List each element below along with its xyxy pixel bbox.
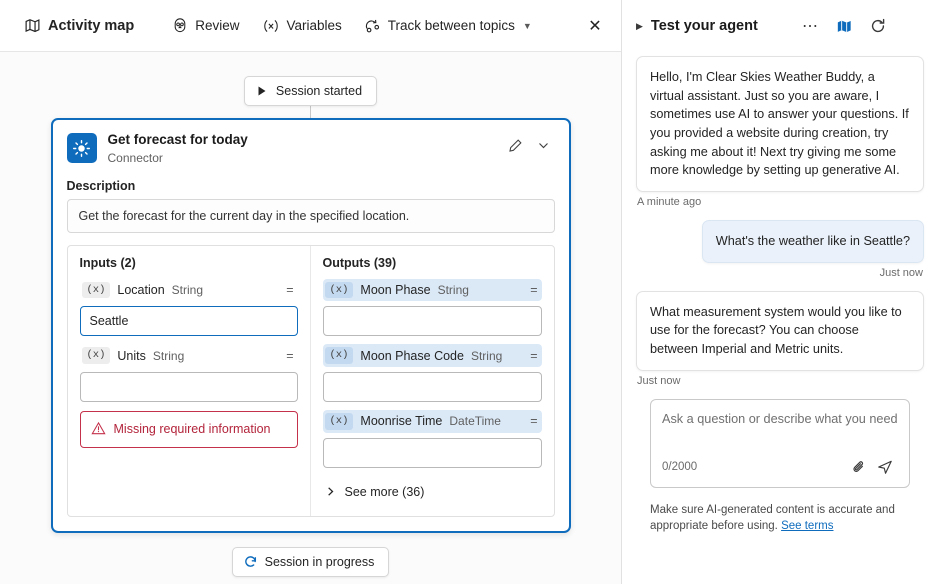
toolbar-item-track-between-topics[interactable]	[354, 11, 542, 40]
refresh-button[interactable]	[864, 12, 892, 40]
chevron-right-icon	[325, 486, 336, 497]
input-equals-units: =	[286, 348, 294, 363]
owl-icon	[172, 18, 188, 34]
input-type-units: String	[152, 348, 185, 363]
description-label: Description	[66, 178, 136, 193]
input-value-units[interactable]	[80, 372, 298, 402]
input-value-location[interactable]	[80, 306, 298, 336]
session-started-label: Session started	[275, 84, 363, 98]
missing-info-error	[80, 411, 298, 448]
output-field-moon-phase-code	[323, 344, 542, 402]
chat-composer[interactable]	[650, 399, 910, 488]
output-name-moon-phase: Moon Phase	[360, 283, 431, 298]
output-equals-moonrise-time: =	[530, 414, 538, 429]
chat-transcript	[622, 52, 938, 584]
more-options-button[interactable]: ⋯	[802, 18, 818, 35]
chat-message-bot-1	[636, 56, 924, 192]
node-header	[53, 120, 569, 173]
panel-chevron-icon[interactable]	[898, 12, 926, 40]
spinner-icon	[244, 555, 257, 568]
bot-bubble-1: Hello, I'm Clear Skies Weather Buddy, a virtual assistant. Just so you are aware, I sometimes use AI to answer your questions. If you provided a website during creation, try asking me about it! Next try giving me some more knowledge by setting up generative AI.	[636, 56, 924, 192]
send-icon[interactable]	[872, 454, 898, 480]
missing-info-error-text: Missing required information	[113, 422, 271, 437]
output-type-moon-phase: String	[437, 283, 469, 298]
test-agent-title: Test your agent	[650, 18, 758, 34]
timestamp-bot-1: A minute ago	[637, 196, 702, 209]
user-bubble-1: What's the weather like in Seattle?	[702, 220, 924, 263]
map-toggle-button[interactable]	[830, 12, 858, 40]
chat-message-user-1	[636, 220, 924, 263]
toolbar-item-review[interactable]	[162, 12, 249, 40]
session-in-progress-pill[interactable]	[232, 547, 390, 577]
connector-line-top	[310, 106, 311, 118]
track-icon	[364, 17, 381, 34]
ai-disclaimer	[636, 488, 924, 535]
input-name-units: Units	[117, 348, 146, 363]
node-subtitle: Connector	[107, 150, 163, 165]
node-actions	[503, 132, 557, 158]
toolbar-item-review-label: Review	[195, 18, 240, 33]
weather-sun-icon	[67, 133, 97, 163]
output-equals-moon-phase-code: =	[530, 348, 538, 363]
toolbar-item-track-between-topics-label: Track between topics	[387, 18, 515, 33]
timestamp-bot-2: Just now	[637, 374, 681, 387]
output-row-moonrise-time[interactable]	[323, 410, 542, 433]
test-agent-header	[622, 0, 938, 52]
variable-icon: (x)	[82, 282, 111, 299]
toolbar-item-variables[interactable]	[252, 12, 352, 40]
input-field-location	[80, 279, 298, 337]
activity-map-title	[14, 11, 144, 40]
chevron-down-icon: ▼	[522, 20, 532, 31]
activity-map-canvas[interactable]	[0, 52, 621, 584]
warning-icon	[91, 421, 106, 436]
input-field-units	[80, 344, 298, 402]
output-row-moon-phase[interactable]	[323, 279, 542, 302]
ai-disclaimer-text: Make sure AI-generated content is accurate and appropriate before using.	[650, 503, 895, 533]
output-type-moonrise-time: DateTime	[449, 414, 501, 429]
play-icon	[256, 85, 268, 97]
variable-icon: (x)	[325, 347, 354, 364]
output-name-moon-phase-code: Moon Phase Code	[360, 348, 464, 363]
input-row-location[interactable]	[80, 279, 298, 302]
activity-map-toolbar	[0, 0, 621, 52]
node-title-block	[108, 132, 492, 165]
map-icon	[24, 17, 41, 34]
output-name-moonrise-time: Moonrise Time	[360, 414, 443, 429]
output-row-moon-phase-code[interactable]	[323, 344, 542, 367]
output-value-moonrise-time[interactable]	[323, 438, 542, 468]
input-equals-location: =	[286, 283, 294, 298]
see-more-label: See more (36)	[344, 484, 425, 499]
output-value-moon-phase[interactable]	[323, 306, 542, 336]
inputs-header: Inputs (2)	[79, 255, 136, 270]
test-agent-pane	[622, 0, 938, 584]
session-started-pill[interactable]	[244, 76, 377, 106]
see-terms-link[interactable]: See terms	[781, 520, 834, 533]
inputs-column	[68, 246, 311, 516]
io-grid	[67, 245, 555, 517]
node-title: Get forecast for today	[107, 132, 248, 147]
session-in-progress-row	[0, 547, 621, 577]
variables-icon	[262, 18, 280, 34]
connector-node[interactable]	[51, 118, 571, 533]
variable-icon: (x)	[82, 347, 111, 364]
close-button[interactable]: ✕	[588, 17, 602, 35]
see-more-button[interactable]	[323, 482, 542, 502]
timestamp-user-1: Just now	[879, 266, 923, 279]
node-wrapper	[0, 118, 621, 533]
chat-message-bot-2	[636, 291, 924, 371]
composer-bottom-bar	[662, 454, 898, 480]
input-name-location: Location	[117, 283, 165, 298]
chat-input-placeholder[interactable]: Ask a question or describe what you need	[662, 411, 898, 426]
output-value-moon-phase-code[interactable]	[323, 372, 542, 402]
output-field-moonrise-time	[323, 410, 542, 468]
output-equals-moon-phase: =	[530, 283, 538, 298]
output-field-moon-phase	[323, 279, 542, 337]
outputs-header: Outputs (39)	[322, 255, 397, 270]
description-text: Get the forecast for the current day in the specified location.	[67, 199, 555, 233]
character-counter: 0/2000	[662, 460, 698, 473]
session-in-progress-label: Session in progress	[264, 554, 375, 569]
toolbar-item-variables-label: Variables	[286, 18, 342, 33]
variable-icon: (x)	[325, 413, 354, 430]
output-type-moon-phase-code: String	[470, 348, 503, 363]
input-type-location: String	[171, 283, 204, 298]
outputs-column	[311, 246, 554, 516]
collapse-chevron-icon[interactable]	[531, 132, 557, 158]
edit-pencil-icon[interactable]	[503, 132, 529, 158]
expand-caret-icon[interactable]: ▶	[636, 20, 643, 31]
input-row-units[interactable]	[80, 344, 298, 367]
bot-bubble-2: What measurement system would you like to use for the forecast? You can choose between Imperial and Metric units.	[636, 291, 924, 371]
activity-map-title-text: Activity map	[48, 17, 135, 34]
session-started-row	[0, 76, 621, 106]
variable-icon: (x)	[325, 282, 354, 299]
attachment-icon[interactable]	[846, 454, 872, 480]
